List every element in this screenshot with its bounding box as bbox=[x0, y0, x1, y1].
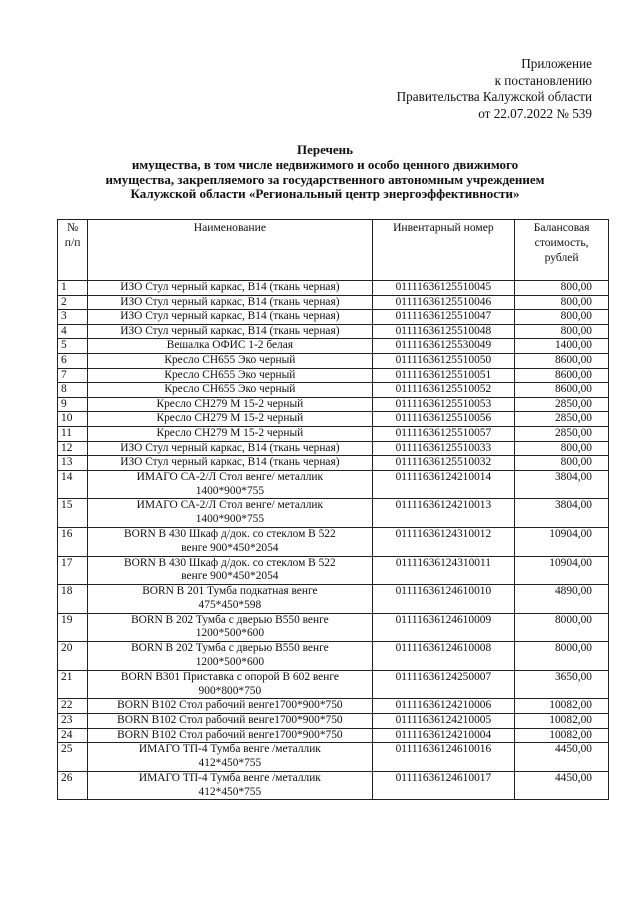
row-cost: 800,00 bbox=[515, 295, 609, 310]
row-name-line: ИМАГО ТП-4 Тумба венге /металлик bbox=[138, 743, 321, 756]
row-number: 22 bbox=[58, 699, 88, 714]
row-name bbox=[88, 728, 372, 743]
row-inventory-number: 01111636124310012 bbox=[372, 527, 515, 556]
row-name-line: Кресло СН279 М 15-2 черный bbox=[156, 426, 304, 439]
row-name bbox=[88, 324, 372, 339]
table-row bbox=[58, 456, 609, 471]
table-row bbox=[58, 699, 609, 714]
row-name bbox=[88, 456, 372, 471]
table-row bbox=[58, 527, 609, 556]
row-name bbox=[88, 412, 372, 427]
row-number: 25 bbox=[58, 743, 88, 772]
table-row bbox=[58, 281, 609, 296]
row-name bbox=[88, 426, 372, 441]
header-name: Наименование bbox=[88, 220, 372, 281]
row-number: 3 bbox=[58, 310, 88, 325]
row-cost: 8600,00 bbox=[515, 368, 609, 383]
row-number: 19 bbox=[58, 613, 88, 642]
row-cost: 800,00 bbox=[515, 281, 609, 296]
row-name-line: 1200*500*600 bbox=[195, 627, 265, 640]
row-inventory-number: 01111636125510033 bbox=[372, 441, 515, 456]
row-inventory-number: 01111636125510057 bbox=[372, 426, 515, 441]
row-name bbox=[88, 670, 372, 699]
row-number: 14 bbox=[58, 470, 88, 499]
table-row bbox=[58, 613, 609, 642]
row-inventory-number: 01111636125510048 bbox=[372, 324, 515, 339]
row-name bbox=[88, 281, 372, 296]
row-name bbox=[88, 642, 372, 671]
row-inventory-number: 01111636125510046 bbox=[372, 295, 515, 310]
row-name bbox=[88, 743, 372, 772]
row-name bbox=[88, 470, 372, 499]
row-cost: 3804,00 bbox=[515, 499, 609, 528]
row-inventory-number: 01111636125510051 bbox=[372, 368, 515, 383]
row-inventory-number: 01111636124210005 bbox=[372, 714, 515, 729]
table-row bbox=[58, 556, 609, 585]
table-row bbox=[58, 585, 609, 614]
row-cost: 800,00 bbox=[515, 441, 609, 456]
row-cost: 8600,00 bbox=[515, 353, 609, 368]
table-row bbox=[58, 771, 609, 800]
row-inventory-number: 01111636125530049 bbox=[372, 339, 515, 354]
row-name-line: Кресло СН279 М 15-2 черный bbox=[156, 397, 304, 410]
row-name-line: Кресло СН279 М 15-2 черный bbox=[156, 412, 304, 425]
row-name-line: BORN В 201 Тумба подкатная венге bbox=[142, 585, 318, 598]
table-row bbox=[58, 670, 609, 699]
row-number: 18 bbox=[58, 585, 88, 614]
row-name-line: 900*800*750 bbox=[198, 684, 262, 697]
row-cost: 10082,00 bbox=[515, 728, 609, 743]
row-name-line: 1400*900*755 bbox=[195, 484, 265, 497]
table-row bbox=[58, 383, 609, 398]
row-name-line: 412*450*755 bbox=[198, 757, 262, 770]
row-name-line: BORN В102 Стол рабочий венге1700*900*750 bbox=[117, 728, 343, 741]
row-number: 20 bbox=[58, 642, 88, 671]
row-cost: 800,00 bbox=[515, 324, 609, 339]
table-row bbox=[58, 339, 609, 354]
row-cost: 2850,00 bbox=[515, 397, 609, 412]
row-cost: 4890,00 bbox=[515, 585, 609, 614]
row-name bbox=[88, 499, 372, 528]
row-inventory-number: 01111636125510056 bbox=[372, 412, 515, 427]
header-cost bbox=[515, 220, 609, 281]
row-name-line: ИЗО Стул черный каркас, В14 (ткань черная) bbox=[120, 310, 340, 323]
row-name bbox=[88, 295, 372, 310]
row-cost: 2850,00 bbox=[515, 412, 609, 427]
row-name bbox=[88, 613, 372, 642]
row-cost: 10904,00 bbox=[515, 556, 609, 585]
row-number: 24 bbox=[58, 728, 88, 743]
row-name-line: венге 900*450*2054 bbox=[181, 541, 279, 554]
row-number: 26 bbox=[58, 771, 88, 800]
table-row bbox=[58, 397, 609, 412]
row-inventory-number: 01111636124610008 bbox=[372, 642, 515, 671]
row-inventory-number: 01111636124310011 bbox=[372, 556, 515, 585]
row-number: 16 bbox=[58, 527, 88, 556]
header-inventory: Инвентарный номер bbox=[372, 220, 515, 281]
row-name-line: Кресло СН655 Эко черный bbox=[164, 383, 296, 396]
row-name bbox=[88, 585, 372, 614]
row-name-line: 412*450*755 bbox=[198, 785, 262, 798]
appendix-header bbox=[397, 56, 592, 122]
row-cost: 8000,00 bbox=[515, 642, 609, 671]
row-number: 11 bbox=[58, 426, 88, 441]
table-row bbox=[58, 310, 609, 325]
row-cost: 3804,00 bbox=[515, 470, 609, 499]
row-number: 15 bbox=[58, 499, 88, 528]
row-name-line: ИЗО Стул черный каркас, В14 (ткань черная) bbox=[120, 456, 340, 469]
row-inventory-number: 01111636125510053 bbox=[372, 397, 515, 412]
row-cost: 2850,00 bbox=[515, 426, 609, 441]
header-cost-line: рублей bbox=[544, 251, 579, 264]
row-cost: 3650,00 bbox=[515, 670, 609, 699]
row-name-line: ИМАГО СА-2/Л Стол венге/ металлик bbox=[136, 470, 324, 483]
row-number: 8 bbox=[58, 383, 88, 398]
row-inventory-number: 01111636124210004 bbox=[372, 728, 515, 743]
row-inventory-number: 01111636124610016 bbox=[372, 743, 515, 772]
row-cost: 8000,00 bbox=[515, 613, 609, 642]
header-num-line: № bbox=[67, 221, 79, 234]
row-name-line: Кресло СН655 Эко черный bbox=[164, 368, 296, 381]
row-inventory-number: 01111636124210014 bbox=[372, 470, 515, 499]
header-num bbox=[58, 220, 88, 281]
table-row bbox=[58, 353, 609, 368]
row-cost: 8600,00 bbox=[515, 383, 609, 398]
header-cost-line: стоимость, bbox=[534, 236, 589, 249]
row-cost: 4450,00 bbox=[515, 771, 609, 800]
row-name bbox=[88, 310, 372, 325]
row-inventory-number: 01111636124610010 bbox=[372, 585, 515, 614]
row-name-line: Вешалка ОФИС 1-2 белая bbox=[166, 339, 294, 352]
row-inventory-number: 01111636124250007 bbox=[372, 670, 515, 699]
row-name bbox=[88, 441, 372, 456]
row-name bbox=[88, 771, 372, 800]
row-name-line: Кресло СН655 Эко черный bbox=[164, 353, 296, 366]
row-number: 12 bbox=[58, 441, 88, 456]
table-row bbox=[58, 441, 609, 456]
table-row bbox=[58, 714, 609, 729]
row-number: 4 bbox=[58, 324, 88, 339]
title-line: Перечень bbox=[296, 142, 354, 157]
row-cost: 10904,00 bbox=[515, 527, 609, 556]
row-inventory-number: 01111636124610009 bbox=[372, 613, 515, 642]
row-name-line: венге 900*450*2054 bbox=[181, 570, 279, 583]
row-number: 13 bbox=[58, 456, 88, 471]
title-line: имущества, закрепляемого за государственного автономным учреждением bbox=[105, 171, 545, 187]
table-row bbox=[58, 426, 609, 441]
row-name bbox=[88, 368, 372, 383]
table-row bbox=[58, 642, 609, 671]
row-name-line: ИЗО Стул черный каркас, В14 (ткань черная) bbox=[120, 441, 340, 454]
row-number: 1 bbox=[58, 281, 88, 296]
row-inventory-number: 01111636124210006 bbox=[372, 699, 515, 714]
row-name-line: 1400*900*755 bbox=[195, 513, 265, 526]
table-row bbox=[58, 743, 609, 772]
row-name-line: BORN В301 Приставка с опорой В 602 венге bbox=[120, 670, 339, 683]
row-name-line: BORN В 430 Шкаф д/док. со стеклом В 522 bbox=[124, 527, 336, 540]
row-name bbox=[88, 714, 372, 729]
row-number: 5 bbox=[58, 339, 88, 354]
row-name-line: ИМАГО СА-2/Л Стол венге/ металлик bbox=[136, 499, 324, 512]
row-inventory-number: 01111636125510045 bbox=[372, 281, 515, 296]
row-number: 6 bbox=[58, 353, 88, 368]
header-cost-line: Балансовая bbox=[533, 221, 590, 234]
row-inventory-number: 01111636124210013 bbox=[372, 499, 515, 528]
row-inventory-number: 01111636125510032 bbox=[372, 456, 515, 471]
table-row bbox=[58, 728, 609, 743]
row-cost: 1400,00 bbox=[515, 339, 609, 354]
table-body bbox=[58, 281, 609, 800]
resolution-line: к постановлению bbox=[494, 72, 592, 88]
row-cost: 10082,00 bbox=[515, 699, 609, 714]
row-number: 7 bbox=[58, 368, 88, 383]
row-name-line: 1200*500*600 bbox=[195, 656, 265, 669]
row-name-line: 475*450*598 bbox=[198, 598, 262, 611]
row-name-line: ИЗО Стул черный каркас, В14 (ткань черная) bbox=[120, 324, 340, 337]
header-num-line: п/п bbox=[64, 236, 81, 249]
row-cost: 800,00 bbox=[515, 456, 609, 471]
row-name-line: ИЗО Стул черный каркас, В14 (ткань черная) bbox=[120, 281, 340, 293]
row-name bbox=[88, 527, 372, 556]
table-row bbox=[58, 499, 609, 528]
government-line: Правительства Калужской области bbox=[396, 89, 592, 104]
row-cost: 4450,00 bbox=[515, 743, 609, 772]
table-row bbox=[58, 295, 609, 310]
row-number: 10 bbox=[58, 412, 88, 427]
title-line: Калужской области «Региональный центр энергоэффективности» bbox=[130, 186, 520, 202]
table-row bbox=[58, 412, 609, 427]
row-name bbox=[88, 397, 372, 412]
row-name-line: BORN В102 Стол рабочий венге1700*900*750 bbox=[117, 699, 343, 712]
row-name-line: ИЗО Стул черный каркас, В14 (ткань черная) bbox=[120, 295, 340, 308]
row-number: 2 bbox=[58, 295, 88, 310]
table-row bbox=[58, 470, 609, 499]
document-title bbox=[60, 143, 590, 202]
row-cost: 10082,00 bbox=[515, 714, 609, 729]
row-inventory-number: 01111636125510052 bbox=[372, 383, 515, 398]
row-number: 9 bbox=[58, 397, 88, 412]
date-number-line: от 22.07.2022 № 539 bbox=[478, 105, 592, 121]
row-name-line: BORN В102 Стол рабочий венге1700*900*750 bbox=[117, 714, 343, 727]
row-name-line: BORN В 430 Шкаф д/док. со стеклом В 522 bbox=[124, 556, 336, 569]
row-name bbox=[88, 353, 372, 368]
row-name bbox=[88, 383, 372, 398]
row-name-line: BORN В 202 Тумба с дверью В550 венге bbox=[131, 642, 329, 655]
title-line: имущества, в том числе недвижимого и особо ценного движимого bbox=[131, 156, 519, 172]
appendix-line: Приложение bbox=[521, 56, 592, 71]
row-name bbox=[88, 339, 372, 354]
row-inventory-number: 01111636124610017 bbox=[372, 771, 515, 800]
table-header-row bbox=[58, 220, 609, 281]
row-number: 17 bbox=[58, 556, 88, 585]
row-cost: 800,00 bbox=[515, 310, 609, 325]
row-name bbox=[88, 699, 372, 714]
property-table bbox=[57, 219, 609, 800]
row-number: 23 bbox=[58, 714, 88, 729]
row-number: 21 bbox=[58, 670, 88, 699]
row-inventory-number: 01111636125510047 bbox=[372, 310, 515, 325]
row-inventory-number: 01111636125510050 bbox=[372, 353, 515, 368]
table-row bbox=[58, 368, 609, 383]
table-row bbox=[58, 324, 609, 339]
row-name-line: ИМАГО ТП-4 Тумба венге /металлик bbox=[138, 771, 321, 784]
row-name-line: BORN В 202 Тумба с дверью В550 венге bbox=[131, 613, 329, 626]
row-name bbox=[88, 556, 372, 585]
